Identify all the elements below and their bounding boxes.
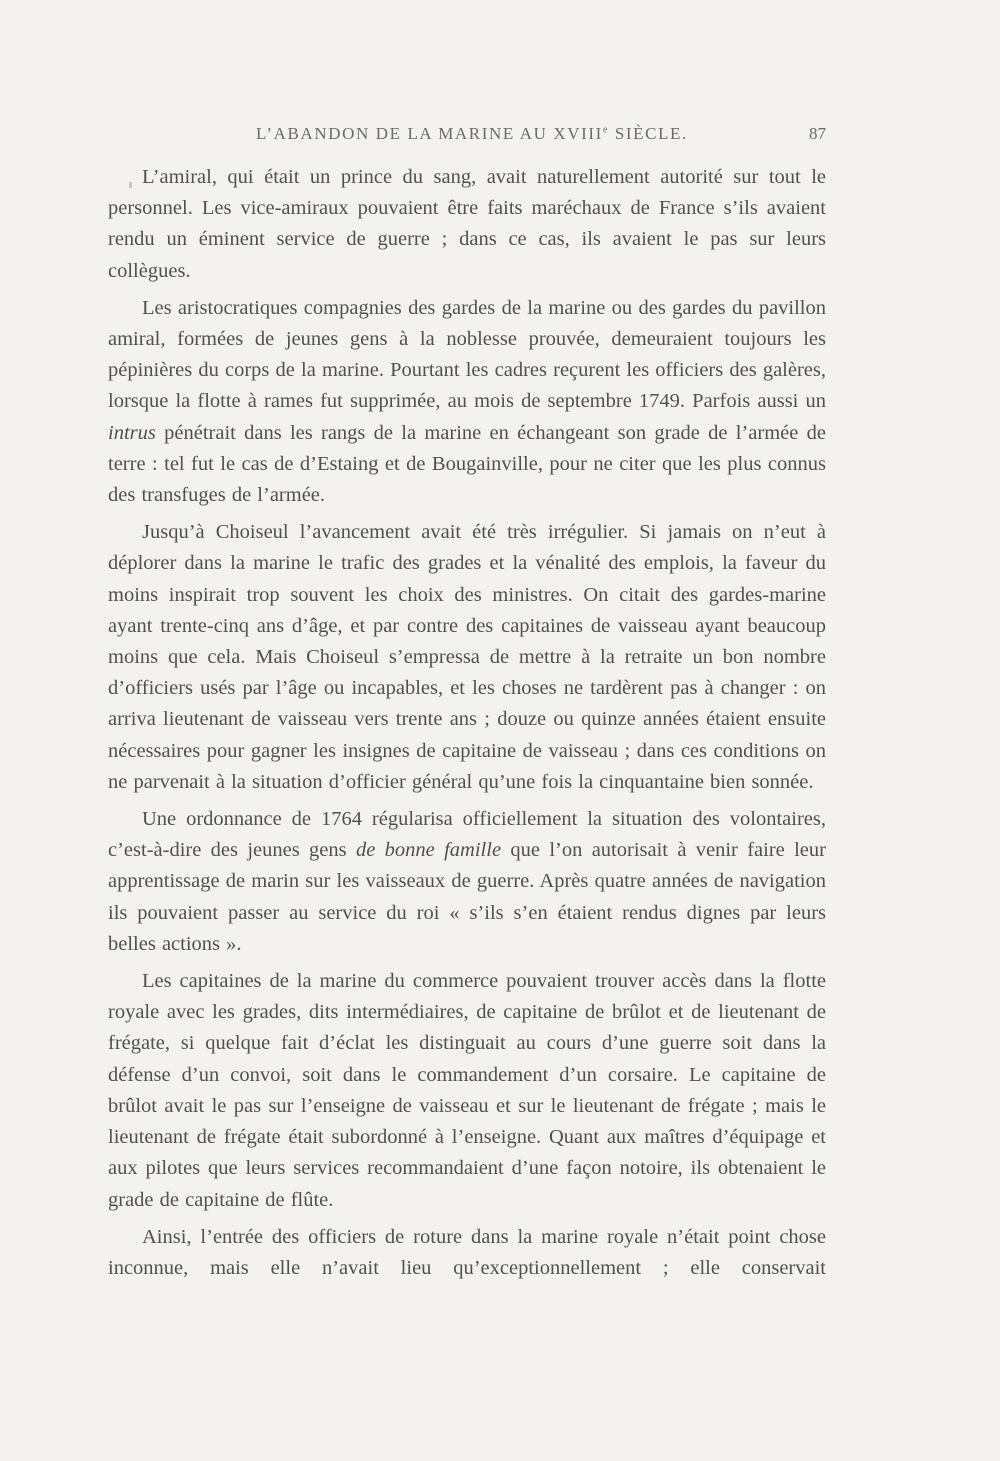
paragraph-gardes-marine bbox=[108, 293, 826, 511]
running-title-superscript: e bbox=[602, 124, 609, 136]
running-title bbox=[256, 124, 688, 144]
paragraph-ordonnance bbox=[108, 804, 826, 960]
paragraph-text: que l’on autorisait à venir faire leur apprentissage de marin sur les vaisseaux de guerre. Après quatre années de navigation ils pouvaient passer au service du roi « s’ils s’en étaient rendus dignes par leurs belles actions ». bbox=[108, 839, 826, 955]
paragraph-text: Jusqu’à Choiseul l’avancement avait été très irrégulier. Si jamais on n’eut à déplorer dans la marine le trafic des grades et la vénalité des emplois, la faveur du moins inspirait trop souvent les choix des ministres. On citait des gardes-marine ayant trente-cinq ans d’âge, et par contre des capitaines de vaisseau ayant beaucoup moins que cela. Mais Choiseul s’empressa de mettre à la retraite un bon nombre d’officiers usés par l’âge ou incapables, et les choses ne tardèrent pas à changer : on arriva lieutenant de vaisseau vers trente ans ; douze ou quinze années étaient ensuite nécessaires pour gagner les insignes de capitaine de vaisseau ; dans ces conditions on ne parvenait à la situation d’officier général qu’une fois la cinquantaine bien sonnée. bbox=[108, 521, 826, 793]
running-title-main: L’ABANDON DE LA MARINE AU XVIII bbox=[256, 124, 603, 143]
paragraph-text: Une ordonnance de 1764 régularisa officiellement la situation des volontaires, c’est-à-dire des jeunes gens bbox=[108, 808, 826, 862]
running-head bbox=[108, 124, 826, 148]
page-number: 87 bbox=[809, 124, 826, 143]
paragraph-text: Les aristocratiques compagnies des gardes de la marine ou des gardes du pavillon amiral, formées de jeunes gens à la noblesse prouvée, demeuraient toujours les pépinières du corps de la marine. Pourtant les cadres reçurent les officiers des galères, lorsque la flotte à rames fut supprimée, au mois de septembre 1749. Parfois aussi un bbox=[108, 296, 826, 413]
paragraph-text: pénétrait dans les rangs de la marine en échangeant son grade de l’armée de terre : tel fut le cas de d’Estaing et de Bougainville, pour ne citer que les plus connus des transfuges de l’armée. bbox=[108, 421, 826, 507]
paragraph-choiseul bbox=[108, 517, 826, 798]
paragraph-italic: intrus bbox=[108, 421, 156, 444]
paragraph-text: Les capitaines de la marine du commerce pouvaient trouver accès dans la flotte royale avec les grades, dits intermédiaires, de capitaine de brûlot et de lieutenant de frégate, si quelque fait d’éclat les distinguait au cours d’une guerre soit dans la défense d’un convoi, soit dans le commandement d’un corsaire. Le capitaine de brûlot avait le pas sur l’enseigne de vaisseau et sur le lieutenant de frégate ; mais le lieutenant de frégate était subordonné à l’enseigne. Quant aux maîtres d’équipage et aux pilotes que leurs services recommandaient d’une façon notoire, ils obtenaient le grade de capitaine de flûte. bbox=[108, 970, 826, 1211]
paragraph-text: Ainsi, l’entrée des officiers de roture dans la marine royale n’était point chose inconnue, mais elle n’avait lieu qu’exceptionnellement ; elle conservait bbox=[108, 1225, 826, 1279]
paragraph-amiral bbox=[108, 162, 826, 287]
running-title-end: SIÈCLE. bbox=[608, 124, 688, 143]
paragraph-italic: de bonne famille bbox=[355, 839, 502, 862]
body-text bbox=[108, 162, 826, 1290]
paragraph-text: L’amiral, qui était un prince du sang, avait naturellement autorité sur tout le personnel. Les vice-amiraux pouvaient être faits maréchaux de France s’ils avaient rendu un éminent service de guerre ; dans ce cas, ils avaient le pas sur leurs collègues. bbox=[108, 166, 826, 282]
paragraph-capitaines-commerce bbox=[108, 966, 826, 1216]
paragraph-ainsi bbox=[108, 1222, 826, 1284]
